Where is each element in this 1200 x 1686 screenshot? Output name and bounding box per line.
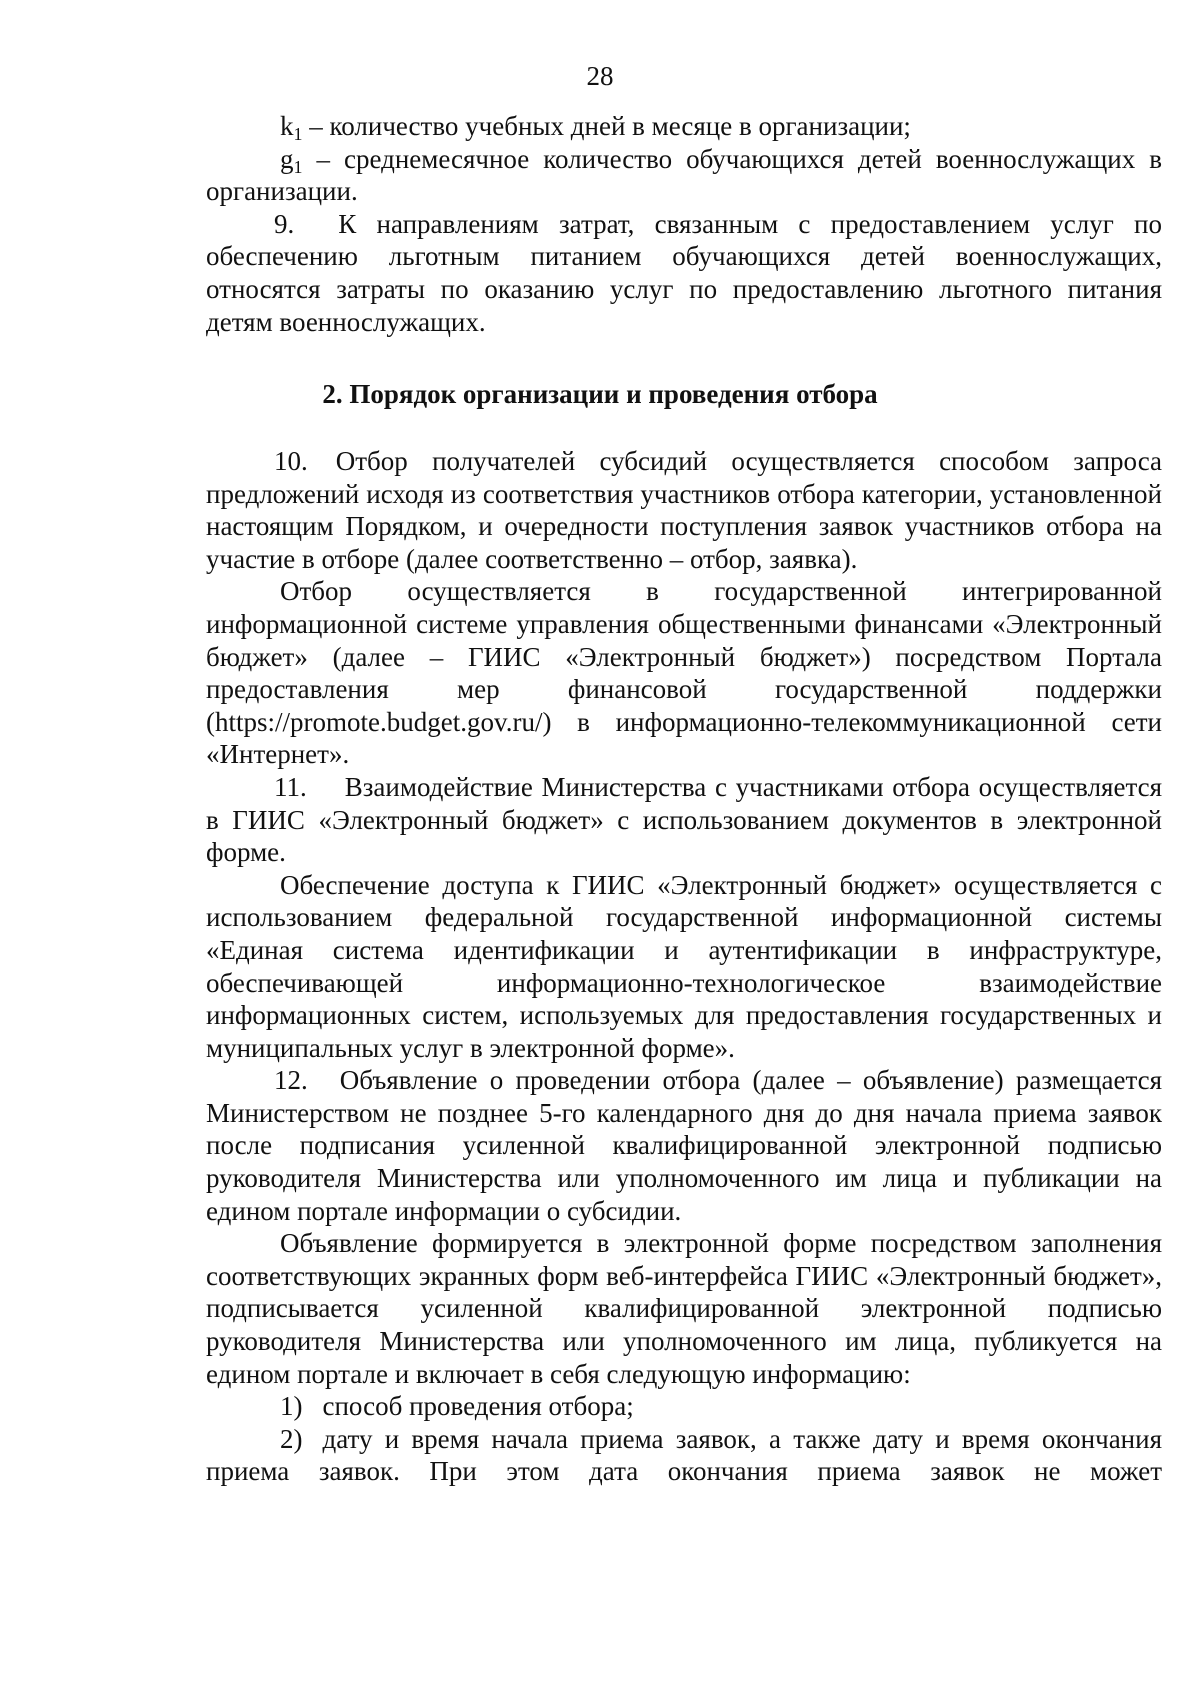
page-number: 28 (586, 61, 614, 91)
g1-variable: g (280, 143, 294, 174)
paragraph-10 (206, 445, 1162, 575)
paragraph-12-text: Объявление о проведении отбора (далее – объявление) размещается Министерством не позднее 5-го календарного дня до дня начала приема заявок после подписания усиленной квалифицированной электронной подписью руководителя Министерства или уполномоченного им лица и публикации на едином портале информации о субсидии. (206, 1065, 1162, 1226)
paragraph-10-text: Отбор получателей субсидий осуществляется способом запроса предложений исходя из соответствия участников отбора категории, установленной настоящим Порядком, и очередности поступления заявок участников отбора на участие в отборе (далее соответственно – отбор, заявка). (206, 446, 1162, 574)
list-item-1-text: способ проведения отбора; (322, 1391, 634, 1422)
list-item-2 (206, 1423, 1162, 1488)
paragraph-12-number: 12. (274, 1065, 308, 1096)
paragraph-11 (206, 771, 1162, 869)
k1-variable: k (280, 111, 294, 141)
g1-subscript: 1 (293, 156, 303, 177)
paragraph-11-text: Взаимодействие Министерства с участниками отбора осуществляется в ГИИС «Электронный бюджет» с использованием документов в электронной форме. (206, 771, 1162, 868)
list-item-1 (206, 1390, 1162, 1423)
g1-definition (206, 143, 1162, 208)
k1-subscript: 1 (293, 124, 303, 144)
section-heading: 2. Порядок организации и проведения отбора (322, 379, 878, 409)
paragraph-10-number: 10. (274, 446, 308, 476)
paragraph-9-number: 9. (274, 208, 295, 239)
paragraph-9-text: К направлениям затрат, связанным с предоставлением услуг по обеспечению льготным питанием обучающихся детей военнослужащих, относятся затраты по оказанию услуг по предоставлению льготного питания детям военнослужащих. (206, 208, 1162, 337)
list-item-1-number: 1) (280, 1391, 303, 1422)
list-item-2-number: 2) (280, 1423, 303, 1454)
paragraph-9 (206, 208, 1162, 338)
paragraph-12-continuation: Объявление формируется в электронной форме посредством заполнения соответствующих экранных форм веб-интерфейса ГИИС «Электронный бюджет», подписывается усиленной квалифицированной электронной подписью руководителя Министерства или уполномоченного им лица, публикуется на едином портале и включает в себя следующую информацию: (206, 1228, 1162, 1389)
k1-text: – количество учебных дней в месяце в организации; (302, 111, 911, 141)
paragraph-11-continuation: Обеспечение доступа к ГИИС «Электронный бюджет» осуществляется с использованием федеральной государственной информационной системы «Единая система идентификации и аутентификации в инфраструктуре, обеспечивающей информационно-технологическое взаимодействие информационных систем, используемых для предоставления государственных и муниципальных услуг в электронной форме». (206, 869, 1162, 1063)
paragraph-12 (206, 1064, 1162, 1227)
g1-text: – среднемесячное количество обучающихся детей военнослужащих в организации. (206, 143, 1162, 207)
list-item-2-text: дату и время начала приема заявок, а также дату и время окончания приема заявок. При этом дата окончания приема заявок не может (206, 1423, 1162, 1487)
top-block (206, 110, 1162, 338)
paragraph-11-number: 11. (274, 771, 307, 802)
k1-definition (206, 110, 1162, 143)
paragraph-10-continuation: Отбор осуществляется в государственной интегрированной информационной системе управления общественными финансами «Электронный бюджет» (далее – ГИИС «Электронный бюджет») посредством Портала предоставления мер финансовой государственной поддержки (https://promote.budget.gov.ru/) в информационно-телекоммуникационной сети «Интернет». (206, 576, 1162, 770)
main-block (206, 445, 1162, 1488)
